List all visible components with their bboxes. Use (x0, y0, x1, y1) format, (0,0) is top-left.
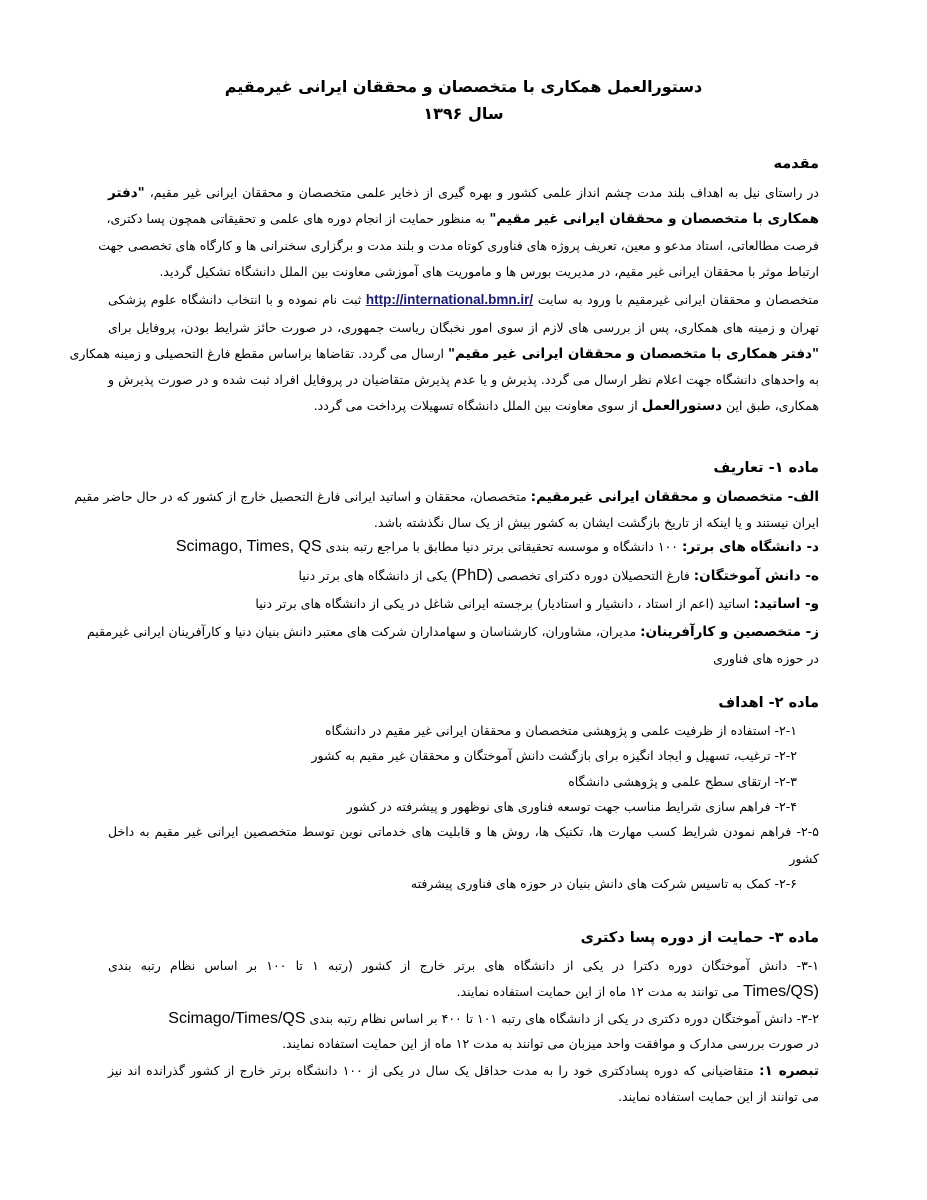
article2-heading: ماده ۲- اهداف (718, 695, 819, 711)
def-alef-line1 (74, 489, 819, 505)
latin-text: (Times/QS (743, 983, 819, 1000)
postdoc-item-1-line2 (108, 983, 819, 1001)
bold-text: ز- متخصصین و کارآفرینان: (640, 624, 819, 640)
goal-item-5-line1: ۲-۵- فراهم نمودن شرایط کسب مهارت ها، تکنیک ها، روش ها و قابلیت های خدماتی نوین توسط متخصصین ایرانی غیر مقیم به داخل (108, 824, 819, 839)
def-vav (108, 596, 819, 612)
goal-item-6: ۲-۶- کمک به تاسیس شرکت های دانش بنیان در حوزه های فناوری پیشرفته (410, 876, 797, 891)
def-ze-line1 (86, 624, 819, 640)
text: می توانند به مدت ۱۲ ماه از این حمایت استفاده نمایند. (456, 984, 740, 999)
text: همکاری، طبق این (726, 398, 819, 413)
text: ۳-۲- دانش آموختگان دوره دکتری در یکی از دانشگاه های رتبه ۱۰۱ تا ۴۰۰ بر اساس نظام رتبه بندی (309, 1011, 819, 1026)
text: در راستای نیل به اهداف بلند مدت چشم انداز علمی کشور و بهره گیری از ذخایر علمی متخصصان و محققان ایرانی غیر مقیم، (149, 185, 819, 200)
text: متقاضیانی که دوره پسادکتری خود را به مدت حداقل یک سال در یکی از ۱۰۰ دانشگاه برتر خارج از کشور گذرانده اند نیز (108, 1063, 754, 1078)
postdoc-item-1-line1: ۳-۱- دانش آموختگان دوره دکترا در یکی از دانشگاه های برتر خارج از کشور (رتبه ۱ تا ۱۰۰ بر اساس نظام رتبه بندی (108, 958, 820, 973)
bold-text: دستورالعمل (641, 398, 723, 414)
intro-p2-line5 (108, 398, 819, 414)
bold-text: الف- متخصصان و محققان ایرانی غیرمقیم: (530, 489, 819, 505)
bold-text: "دفتر (108, 185, 145, 201)
bold-text: د- دانشگاه های برتر: (681, 539, 819, 555)
article3-heading: ماده ۳- حمایت از دوره پسا دکتری (580, 930, 819, 946)
intro-p2-line3 (69, 346, 819, 362)
article1-heading: ماده ۱- تعاریف (713, 460, 819, 476)
goal-item-2: ۲-۲- ترغیب، تسهیل و ایجاد انگیزه برای بازگشت دانش آموختگان و محققان غیر مقیم به کشور (311, 748, 797, 763)
postdoc-item-2-line1 (108, 1010, 819, 1028)
def-ze-line2: در حوزه های فناوری (713, 651, 819, 666)
text: مدیران، مشاوران، کارشناسان و سهامداران شرکت های معتبر دانش بنیان دنیا و کارآفرینان ایرانی غیرمقیم (86, 624, 637, 639)
text: از سوی معاونت بین الملل دانشگاه تسهیلات پرداخت می گردد. (313, 398, 638, 413)
text: متخصصان و محققان ایرانی غیرمقیم با ورود به سایت (537, 292, 819, 307)
def-alef-line2: ایران نیستند و یا اینکه از تاریخ بازگشت ایشان به کشور بیش از یک سال نگذشته باشد. (373, 515, 819, 530)
bold-text: ه- دانش آموختگان: (693, 568, 819, 584)
intro-p2-line2: تهران و زمینه های همکاری، پس از بررسی های لازم از سوی امور نخبگان ریاست جمهوری، در صورت حائز شرایط بودن، پروفایل برای (108, 320, 819, 335)
document-title: دستورالعمل همکاری با متخصصان و محققان ایرانی غیرمقیم (224, 77, 703, 96)
intro-p1-line1 (108, 185, 819, 201)
text: اساتید (اعم از استاد ، دانشیار و استادیار) برجسته ایرانی شاغل در یکی از دانشگاه های برتر دنیا (255, 596, 750, 611)
bold-text: تبصره ۱: (759, 1063, 819, 1079)
text: ثبت نام نموده و با انتخاب دانشگاه علوم پزشکی (108, 292, 362, 307)
intro-p2-line4: به واحدهای دانشگاه جهت اعلام نظر ارسال می گردد. پذیرش و یا عدم پذیرش متقاضیان در پروفایل افراد ثبت شده و در صورت پذیرش و (108, 372, 819, 387)
text: به منظور حمایت از انجام دوره های علمی و تحقیقاتی همچون پسا دکتری، (106, 211, 486, 226)
bold-text: و- اساتید: (753, 596, 819, 612)
note1-line1 (108, 1063, 819, 1079)
goal-item-5-line2: کشور (789, 851, 819, 866)
latin-text: Scimago, Times, QS (175, 538, 322, 555)
text: ارسال می گردد. تقاضاها براساس مقطع فارغ التحصیلی و زمینه همکاری (69, 346, 444, 361)
text: یکی از دانشگاه های برتر دنیا (298, 568, 448, 583)
latin-text: Scimago/Times/QS (168, 1010, 306, 1027)
goal-item-3: ۲-۳- ارتقای سطح علمی و پژوهشی دانشگاه (568, 774, 797, 789)
goal-item-4: ۲-۴- فراهم سازی شرایط مناسب جهت توسعه فناوری های نوظهور و پیشرفته در کشور (346, 799, 797, 814)
website-link[interactable]: http://international.bmn.ir/ (365, 292, 534, 307)
bold-text: همکاری با متخصصان و محققان ایرانی غیر مقیم" (489, 211, 819, 227)
note1-line2: می توانند از این حمایت استفاده نمایند. (618, 1089, 819, 1104)
text: ۱۰۰ دانشگاه و موسسه تحقیقاتی برتر دنیا مطابق با مراجع رتبه بندی (325, 539, 678, 554)
latin-text: (PhD) (451, 567, 493, 584)
def-dal (108, 538, 819, 556)
document-year: سال ۱۳۹۶ (423, 104, 504, 123)
text: متخصصان، محققان و اساتید ایرانی فارغ التحصیل خارج از کشور که در حال حاضر مقیم (74, 489, 527, 504)
goal-item-1: ۲-۱- استفاده از ظرفیت علمی و پژوهشی متخصصان و محققان ایرانی غیر مقیم در دانشگاه (325, 723, 797, 738)
intro-p2-line1 (108, 292, 819, 307)
intro-p1-line2 (108, 211, 819, 227)
text: فارغ التحصیلان دوره دکترای تخصصی (496, 568, 690, 583)
intro-heading: مقدمه (773, 156, 819, 172)
def-he (108, 567, 819, 585)
postdoc-item-2-line2: در صورت بررسی مدارک و موافقت واحد میزبان می توانند به مدت ۱۲ ماه از این حمایت استفاده نمایند. (282, 1036, 819, 1051)
bold-text: "دفتر همکاری با متخصصان و محققان ایرانی غیر مقیم" (447, 346, 819, 362)
intro-p1-line3: فرصت مطالعاتی، استاد مدعو و معین، تعریف پروژه های فناوری کوتاه مدت و بلند مدت و برگزاری سخنرانی ها و کارگاه های تخصصی جهت (98, 238, 819, 253)
intro-p1-line4: ارتباط موثر با محققان ایرانی غیر مقیم، در مدیریت بورس ها و ماموریت های آموزشی معاونت بین الملل دانشگاه تشکیل گردید. (159, 264, 819, 279)
